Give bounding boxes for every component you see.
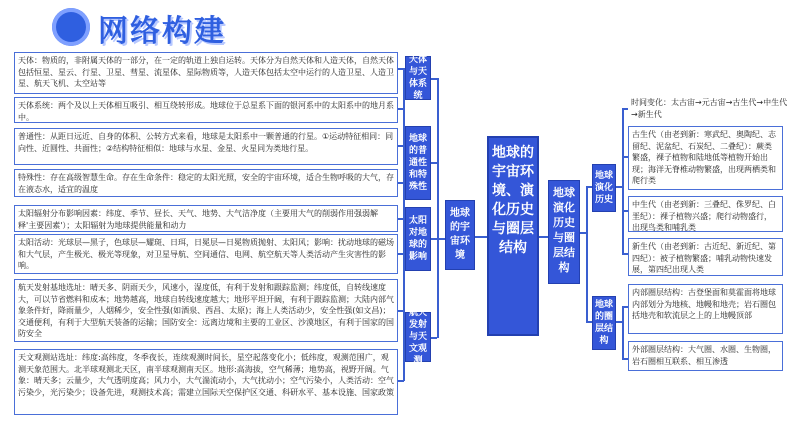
right-text-inner-sphere: 内部圈层结构：古登堡面和莫霍面将地球内部划分为地核、地幔和地壳；岩石圈包括地壳和软流层之上的上地幔顶部 [628,284,783,334]
right-text-cenozoic: 新生代（由老到新：古近纪、新近纪、第四纪）：被子植物繁盛；哺乳动物快速发展，第四纪出现人类 [628,238,783,276]
right-hub-evolution-structure: 地球演化历史与圈层结构 [548,180,580,284]
connector [622,108,624,254]
right-text-mesozoic: 中生代（由老到新：三叠纪、侏罗纪、白垩纪）：裸子植物兴盛；爬行动物盛行，出现鸟类和哺乳类 [628,196,783,232]
connector [539,236,548,238]
left-text-box-6: 太阳活动：光球层—黑子，色球层—耀斑、日珥，日冕层—日冕物质抛射、太阳风；影响：扰动地球的磁场和大气层，产生极光、极光等现象，对卫星导航、空间通信、电网、航空航天等人类活动产生灾害性的影响。 [14,234,398,274]
left-text-box-3: 普通性：从距日远近、自身的体积、公转方式来看，地球是太阳系中一颗普通的行星。①运动特征相同：同向性、近圆性、共面性；②结构特征相似：地球与水星、金星、火星同为类地行星。 [14,128,398,165]
category-sphere-structure: 地球的圈层结构 [592,296,616,350]
right-text-paleozoic: 古生代（由老到新：寒武纪、奥陶纪、志留纪、泥盆纪、石炭纪、二叠纪）：蕨类繁盛，裸子植物和陆地低等植物开始出现；海洋无脊椎动物繁盛，出现两栖类和爬行类 [628,126,783,190]
connector [586,186,588,322]
left-hub-cosmic-environment: 地球的宇宙环境 [445,200,475,270]
category-earth-uniqueness: 地球的普通性和特殊性 [405,126,431,200]
left-text-box-1: 天体：物质的，非附属天体的一部分，在一定的轨道上独自运转。天体分为自然天体和人造天体，自然天体包括恒星、星云、行星、卫星、彗星、流星体、星际物质等，人造天体包括太空中运行的人造卫星、人造卫星、航天飞机、太空站等 [14,52,398,94]
center-topic: 地球的宇宙环境、演化历史与圈层结构 [487,136,539,336]
connector [622,306,624,359]
right-text-outer-sphere: 外部圈层结构：大气圈、水圈、生物圈，岩石圈相互联系、相互渗透 [628,341,783,371]
category-evolution-history: 地球演化历史 [592,164,616,212]
category-celestial-bodies: 天体与天体系统 [405,56,431,100]
left-text-box-4: 特殊性：存在高级智慧生命。存在生命条件：稳定的太阳光照，安全的宇宙环境，适合生物呼吸的大气，存在液态水，适宜的温度 [14,169,398,197]
title-globe-icon [52,8,90,46]
connector [437,238,445,240]
page-title: 网络构建 [98,14,226,49]
left-text-box-2: 天体系统：两个及以上天体相互吸引、相互绕转形成。地球位于总星系下面的银河系中的太阳系中的地月系中。 [14,97,398,123]
left-text-box-5: 太阳辐射分布影响因素：纬度、季节、昼长、天气、地势、大气洁净度（主要用大气的削弱作用强弱解释'主要因素'）；太阳辐射为地球提供能量和动力 [14,205,398,232]
category-launch-observation: 航天发射与天文观测 [405,312,431,362]
left-text-box-7: 航天发射基地选址：晴天多、阴雨天少，风速小，湿度低，有利于发射和跟踪监测；纬度低，自转线速度大，可以节省燃料和成本；地势越高，地球自转线速度越大；地形平坦开阔，有利于跟踪监测；大陆内部气象条件好，降雨量少，人烟稀少，安全性强(如酒泉、西昌、太原)；海上人类活动少，安全性强(如文昌)；交通便利，有利于大型航天装备的运输；国防安全：远离边境和主要的工业区、沙漠地区，有利于国家的国防安全 [14,279,398,342]
time-change-text: 时间变化：太古宙→元古宙→古生代→中生代→新生代 [631,98,788,119]
connector [622,108,628,110]
connector [475,236,487,238]
connector [437,78,439,338]
category-sun-effects: 太阳对地球的影响 [405,207,431,271]
left-text-box-8: 天文观测站选址：纬度:高纬度，冬季夜长，连续观测时间长，星空起落变化小；低纬度，观测范围广，观测天象范围大。北半球观测北天区，南半球观测南天区。地形:高海拔，空气稀薄；地势高，视野开阔。气象：晴天多；云量少，大气透明度高；风力小，大气湍流动小，大气扰动小；空气污染小，人类活动：空气污染少，光污染少；设备先进，观测技术高；需建立国际天空保护区交通、科研水平、基本设施、国家政策 [14,349,398,415]
